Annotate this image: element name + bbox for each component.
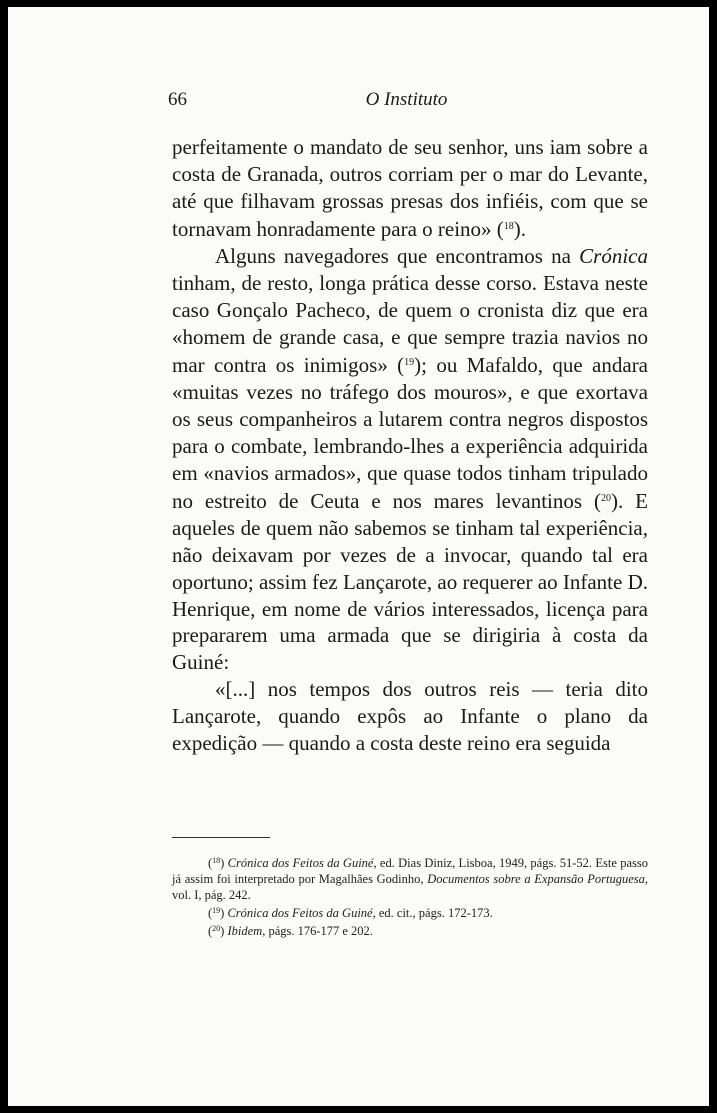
book-page bbox=[8, 7, 709, 1106]
footnote-ref-20: 20 bbox=[601, 493, 611, 505]
footnote-rule bbox=[172, 837, 270, 838]
paragraph-2: Alguns navegadores que encontramos na Crónica tinham, de resto, longa prática desse corso. Estava neste caso Gonçalo Pacheco, de quem o cronista diz que era «homem de grande casa, e que sempre trazia navios no mar contra os inimigos» ($^{19}$); ou Mafaldo, que andara «muitas vezes no tráfego dos mouros», e que exortava os seus companheiros a lutarem contra negros dispostos para o combate, lembrando-lhes a experiência adquirida em «navios armados», que quase todos tinham tripulado no estreito de Ceuta e nos mares levantinos ($^{20}$). E aqueles de quem não sabemos se tinham tal experiência, não deixavam por vezes de a invocar, quando tal era oportuno; assim fez Lançarote, ao requerer ao Infante D. Henrique, em nome de vários interessados, licença para prepararem uma armada que se dirigiria à costa da Guiné: bbox=[172, 244, 649, 675]
page-number: 66 bbox=[168, 89, 187, 110]
journal-title: O Instituto bbox=[365, 89, 448, 110]
footnote-ref-19: 19 bbox=[404, 357, 415, 369]
footnote-18: ($^{18}$) Crónica dos Feitos da Guiné, ed. Dias Diniz, Lisboa, 1949, págs. 51-52. Este passo já assim foi interpretado por Magalhães Godinho, Documentos sobre a Expansão Portuguesa, vol. I, pág. 242. bbox=[172, 856, 648, 902]
footnotes bbox=[172, 853, 648, 939]
cronica-title: Crónica bbox=[579, 244, 648, 269]
paragraph-1: perfeitamente o mandato de seu senhor, uns iam sobre a costa de Granada, outros corriam per o mar do Levante, até que filhavam grossas presas dos infiéis, com que se tornavam honradamente para o reino» ($^{18}$). bbox=[172, 135, 648, 242]
main-text bbox=[172, 134, 648, 756]
paragraph-3-quote: «[...] nos tempos dos outros reis — teria dito Lançarote, quando expôs ao Infante o plano da expedição — quando a costa deste reino era seguida bbox=[172, 676, 648, 755]
footnote-ref-18: 18 bbox=[503, 221, 514, 233]
footnote-20: ($^{20}$) Ibidem, págs. 176-177 e 202. bbox=[208, 924, 373, 938]
footnote-19: ($^{19}$) Crónica dos Feitos da Guiné, ed. cit., págs. 172-173. bbox=[208, 906, 493, 920]
